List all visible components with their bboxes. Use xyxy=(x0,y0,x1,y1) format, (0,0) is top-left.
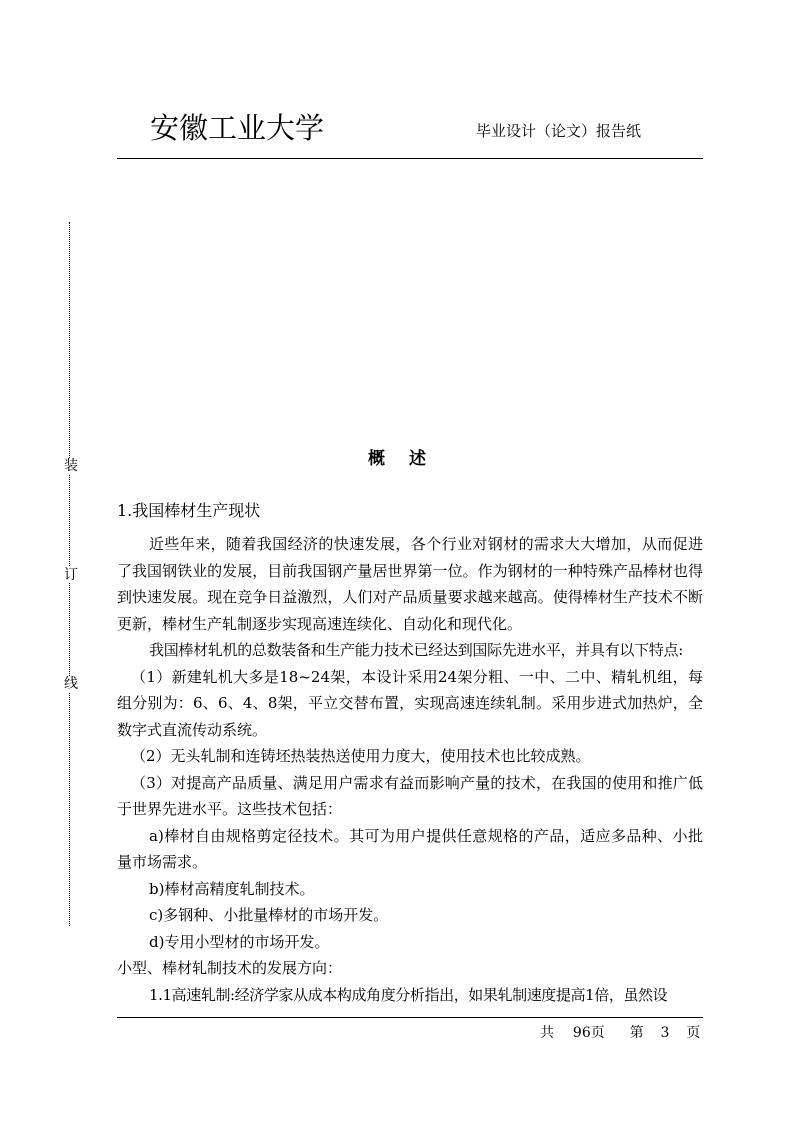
list-item-3: （3）对提高产品质量、满足用户需求有益而影响产量的技术，在我国的使用和推广低于世界先进水平。这些技术包括： xyxy=(117,773,703,818)
page-footer xyxy=(540,1022,700,1042)
body-content xyxy=(117,497,703,1008)
university-name: 安徽工业大学 xyxy=(150,111,325,145)
footer-current-page: 3 xyxy=(660,1025,670,1041)
report-paper-subtitle: 毕业设计（论文）报告纸 xyxy=(476,122,642,140)
footer-page-unit-1: 页 xyxy=(590,1025,605,1041)
paragraph-features: 我国棒材轧机的总数装备和生产能力技术已经达到国际先进水平，并具有以下特点: xyxy=(149,641,683,659)
heading-bar-production: 1.我国棒材生产现状 xyxy=(117,501,261,520)
footer-rule xyxy=(117,1017,703,1018)
sub-item-a: a)棒材自由规格剪定径技术。其可为用户提供任意规格的产品，适应多品种、小批量市场需求。 xyxy=(117,826,703,871)
binding-char-ding: 订 xyxy=(64,567,78,583)
footer-total-pages: 96 xyxy=(572,1025,591,1041)
footer-total-label: 共 xyxy=(540,1025,554,1041)
header-rule xyxy=(117,158,703,159)
footer-current-label: 第 xyxy=(629,1025,644,1041)
list-item-2: （2）无头轧制和连铸坯热装热送使用力度大，使用技术也比较成熟。 xyxy=(131,747,591,765)
sub-item-d: d)专用小型材的市场开发。 xyxy=(149,932,330,951)
section-title: 概述 xyxy=(368,449,450,469)
footer-page-unit-2: 页 xyxy=(686,1025,701,1041)
sub-item-c: c)多钢种、小批量棒材的市场开发。 xyxy=(149,906,389,924)
paragraph-intro: 近些年来，随着我国经济的快速发展，各个行业对钢材的需求大大增加，从而促进了我国钢铁业的发展，目前我国钢产量居世界第一位。作为钢材的一种特殊产品棒材也得到快速发展。现在竞争日益激烈，人们对产品质量要求越来越高。使得棒材生产技术不断更新，棒材生产轧制逐步实现高速连续化、自动化和现代化。 xyxy=(117,535,703,633)
binding-char-xian: 线 xyxy=(64,676,78,692)
paragraph-high-speed-rolling: 1.1高速轧制:经济学家从成本构成角度分析指出，如果轧制速度提高1倍，虽然设 xyxy=(149,985,668,1004)
heading-development-direction: 小型、棒材轧制技术的发展方向： xyxy=(117,959,343,977)
list-item-1: （1）新建轧机大多是18~24架，本设计采用24架分粗、一中、二中、精轧机组，每组分别为：6、6、4、8架，平立交替布置，实现高速连续轧制。采用步进式加热炉，全数字式直流传动系统。 xyxy=(117,667,703,739)
binding-char-zhuang: 装 xyxy=(64,458,78,474)
sub-item-b: b)棒材高精度轧制技术。 xyxy=(149,879,315,898)
